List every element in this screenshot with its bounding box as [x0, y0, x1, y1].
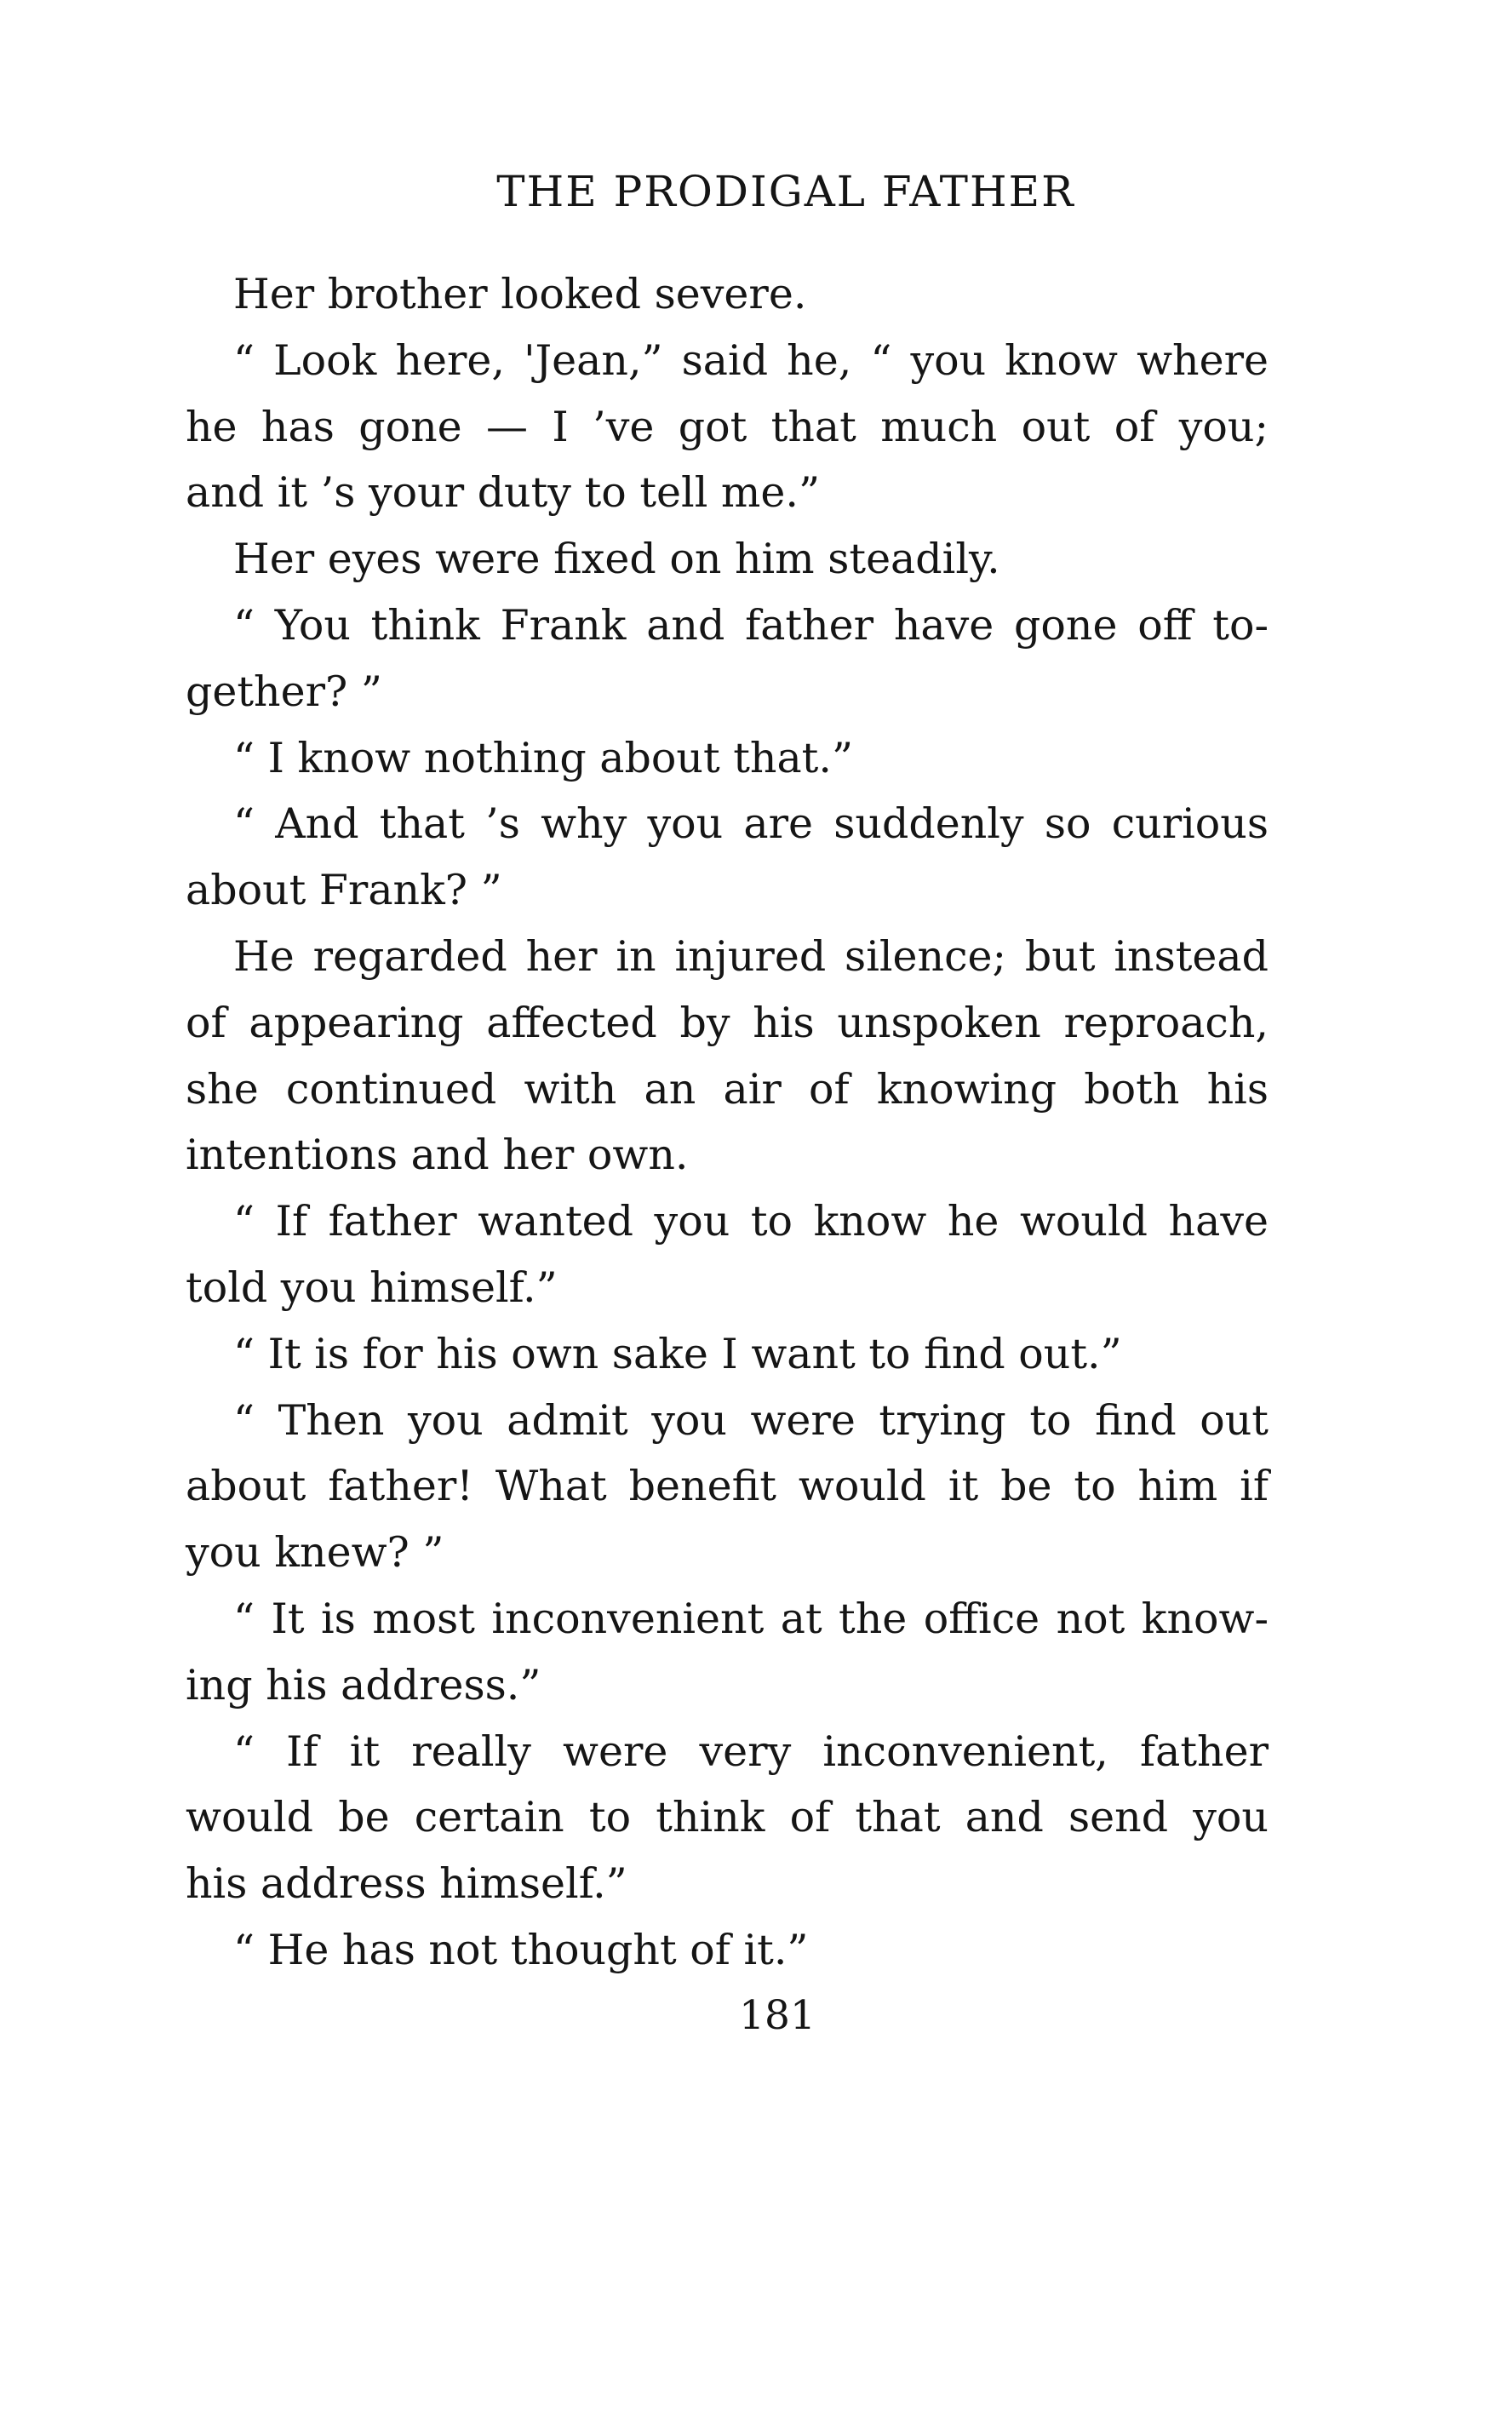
text-line: you knew? ” [186, 1528, 444, 1578]
text-line: about Frank? ” [186, 866, 502, 915]
text-line: told you himself.” [186, 1263, 558, 1312]
text-line: she continued with an air of knowing both his [186, 1064, 1269, 1114]
text-line: his address himself.” [186, 1859, 627, 1909]
text-line: of appearing affected by his unspoken reproach, [186, 998, 1269, 1047]
text-line: “ He has not thought of it.” [233, 1925, 809, 1974]
text-line: and it ’s your duty to tell me.” [186, 468, 821, 518]
text-line: “ I know nothing about that.” [233, 733, 853, 782]
text-line: “ And that ’s why you are suddenly so curious [233, 799, 1269, 849]
text-line: “ It is most inconvenient at the office not know- [233, 1594, 1269, 1643]
text-line: gether? ” [186, 667, 382, 716]
text-line: “ Look here, 'Jean,” said he, “ you know where [233, 335, 1269, 385]
text-line: ing his address.” [186, 1660, 541, 1709]
text-line: would be certain to think of that and send you [186, 1793, 1269, 1842]
text-line: intentions and her own. [186, 1131, 689, 1180]
running-title: THE PRODIGAL FATHER [496, 167, 1075, 216]
text-line: “ You think Frank and father have gone off to- [233, 600, 1269, 650]
text-line: Her brother looked severe. [233, 270, 807, 318]
body-text [186, 261, 1269, 1984]
text-line: Her eyes were fixed on him steadily. [233, 535, 1000, 584]
text-line: He regarded her in injured silence; but instead [233, 931, 1269, 981]
text-line: “ If it really were very inconvenient, father [233, 1727, 1269, 1776]
text-line: “ It is for his own sake I want to find out.” [233, 1329, 1122, 1378]
page-number: 181 [739, 1992, 816, 2039]
text-line: he has gone — I ’ve got that much out of you; [186, 402, 1269, 451]
text-line: “ If father wanted you to know he would have [233, 1197, 1269, 1246]
text-line: about father! What benefit would it be to him if [186, 1462, 1269, 1511]
text-line: “ Then you admit you were trying to find out [233, 1395, 1269, 1445]
